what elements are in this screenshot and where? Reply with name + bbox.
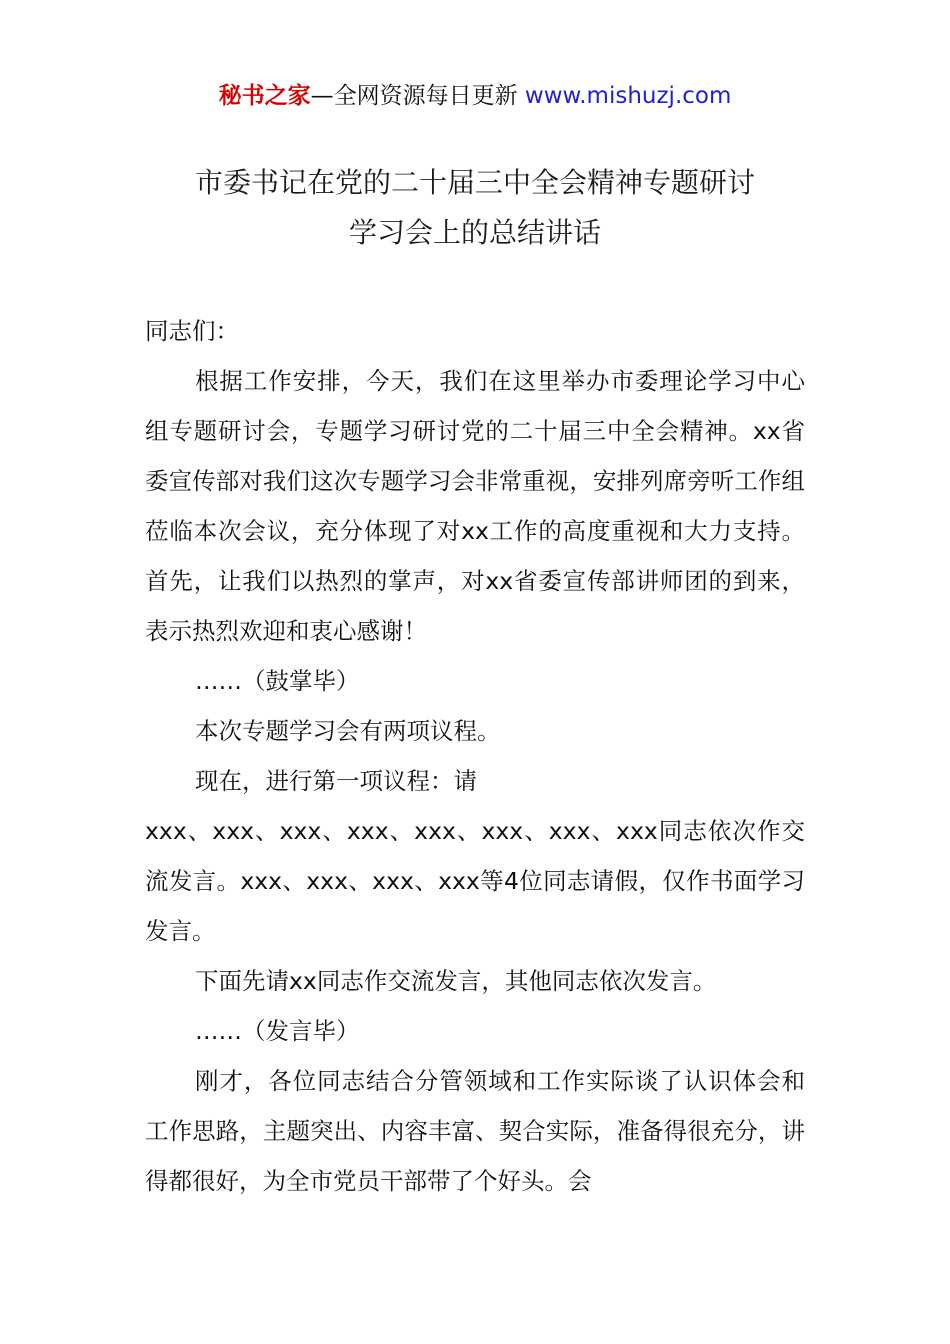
site-url-link[interactable]: www.mishuzj.com [524, 83, 732, 109]
site-tagline: —全网资源每日更新 [310, 83, 525, 109]
site-header [0, 80, 950, 112]
paragraph-opening: 根据工作安排，今天，我们在这里举办市委理论学习中心组专题研讨会，专题学习研讨党的二十届三中全会精神。xx省委宣传部对我们这次专题学习会非常重视，安排列席旁听工作组莅临本次会议，充分体现了对xx工作的高度重视和大力支持。首先，让我们以热烈的掌声，对xx省委宣传部讲师团的到来，表示热烈欢迎和衷心感谢！ [145, 367, 805, 645]
document-title [0, 158, 950, 258]
paragraph-first-speaker: 下面先请xx同志作交流发言，其他同志依次发言。 [195, 967, 717, 995]
paragraph-first-item: 现在，进行第一项议程：请 [195, 767, 477, 795]
site-brand: 秘书之家 [218, 83, 311, 109]
paragraph-summary: 刚才，各位同志结合分管领域和工作实际谈了认识体会和工作思路，主题突出、内容丰富、契合实际，准备得很充分，讲得都很好，为全市党员干部带了个好头。会 [145, 1067, 805, 1195]
paragraph-speaker-list: xxx、xxx、xxx、xxx、xxx、xxx、xxx、xxx同志依次作交流发言。xxx、xxx、xxx、xxx等4位同志请假，仅作书面学习发言。 [145, 817, 805, 945]
paragraph-applause-note: ……（鼓掌毕） [195, 667, 360, 695]
title-line-1: 市委书记在党的二十届三中全会精神专题研讨 [194, 166, 755, 199]
paragraph-speech-end-note: ……（发言毕） [195, 1017, 360, 1045]
salutation: 同志们： [145, 317, 239, 345]
paragraph-agenda: 本次专题学习会有两项议程。 [195, 717, 501, 745]
title-line-2: 学习会上的总结讲话 [348, 216, 601, 249]
document-body [145, 306, 805, 1206]
